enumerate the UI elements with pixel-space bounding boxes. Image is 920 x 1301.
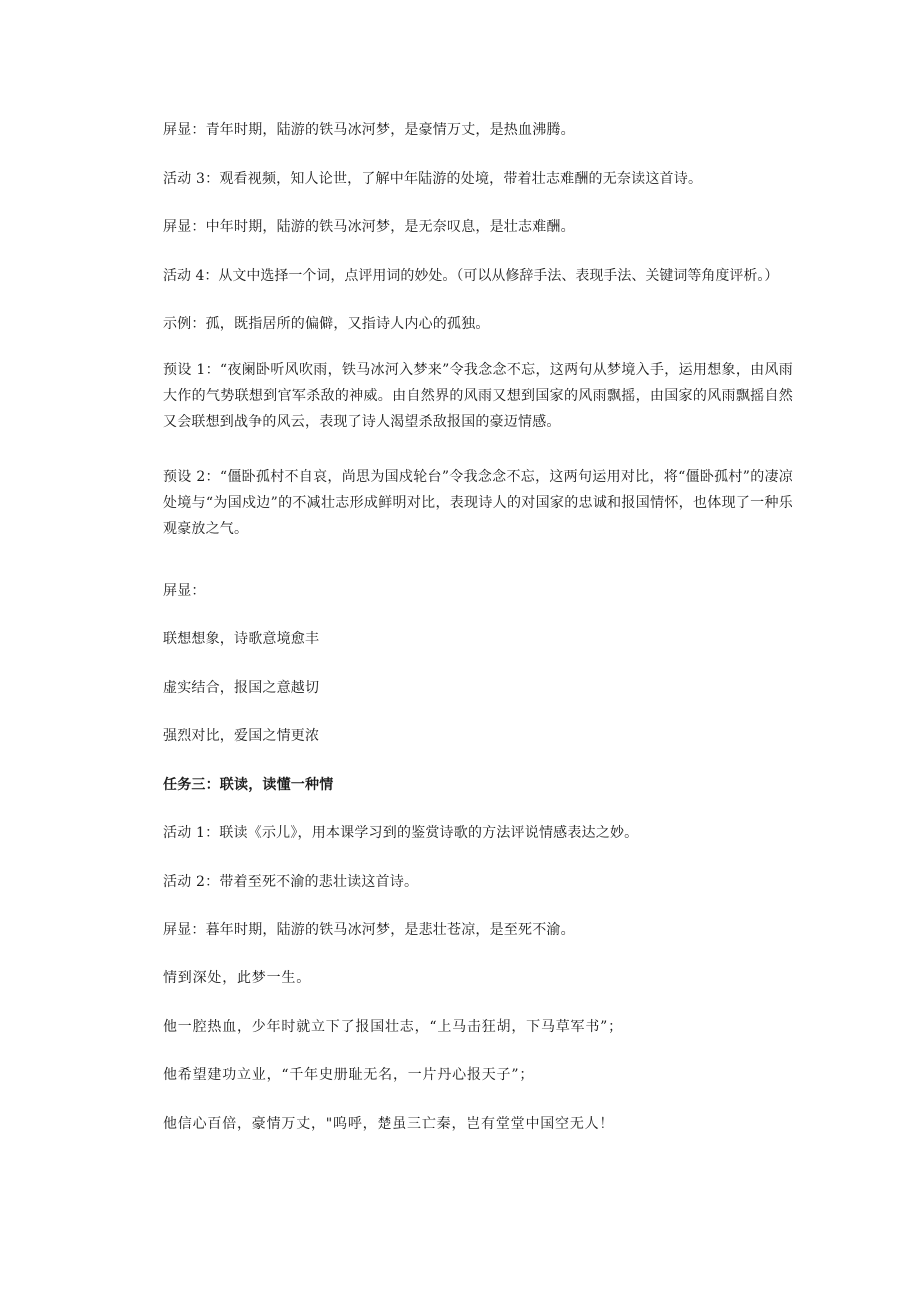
verse-line-2: 他希望建功立业，“千年史册耻无名，一片丹心报天子”； (163, 1067, 535, 1083)
preset-1-paragraph: 预设 1：“夜阑卧听风吹雨，铁马冰河入梦来”令我念念不忘，这两句从梦境入手，运用想象，由风雨大作的气势联想到官军杀敌的神威。由自然界的风雨又想到国家的风雨飘摇，由国家的风雨飘摇自然又会联想到战争的风云，表现了诗人渴望杀敌报国的豪迈情感。 (163, 362, 793, 430)
activity-3: 活动 3：观看视频，知人论世，了解中年陆游的处境，带着壮志难酬的无奈读这首诗。 (163, 171, 703, 187)
verse-line-1: 他一腔热血，少年时就立下了报国壮志，“上马击狂胡，下马草军书”； (163, 1019, 623, 1035)
activity-4: 活动 4：从文中选择一个词，点评用词的妙处。（可以从修辞手法、表现手法、关键词等角度评析。） (163, 268, 779, 284)
summary-line-2: 虚实结合，报国之意越切 (163, 680, 320, 696)
summary-line-1: 联想想象，诗歌意境愈丰 (163, 631, 320, 647)
screen-display-label: 屏显： (163, 583, 206, 599)
dream-line: 情到深处，此梦一生。 (163, 970, 311, 986)
summary-line-3: 强烈对比，爱国之情更浓 (163, 728, 320, 744)
screen-display-old-age: 屏显：暮年时期，陆游的铁马冰河梦，是悲壮苍凉，是至死不渝。 (163, 922, 575, 938)
task-3-heading: 任务三：联读，读懂一种情 (163, 777, 334, 793)
activity-2: 活动 2：带着至死不渝的悲壮读这首诗。 (163, 874, 419, 890)
screen-display-youth: 屏显：青年时期，陆游的铁马冰河梦，是豪情万丈，是热血沸腾。 (163, 122, 575, 138)
preset-2-paragraph: 预设 2：“僵卧孤村不自哀，尚思为国戍轮台”令我念念不忘，这两句运用对比，将“僵卧孤村”的凄凉处境与“为国戍边”的不减壮志形成鲜明对比，表现诗人的对国家的忠诚和报国情怀，也体现了一种乐观豪放之气。 (163, 469, 793, 537)
activity-1: 活动 1：联读《示儿》，用本课学习到的鉴赏诗歌的方法评说情感表达之妙。 (163, 825, 639, 841)
example-text: 示例：孤，既指居所的偏僻，又指诗人内心的孤独。 (163, 316, 490, 332)
screen-display-middle-age: 屏显：中年时期，陆游的铁马冰河梦，是无奈叹息，是壮志难酬。 (163, 219, 575, 235)
verse-line-3: 他信心百倍，豪情万丈，"呜呼，楚虽三亡秦，岂有堂堂中国空无人！ (163, 1116, 615, 1132)
